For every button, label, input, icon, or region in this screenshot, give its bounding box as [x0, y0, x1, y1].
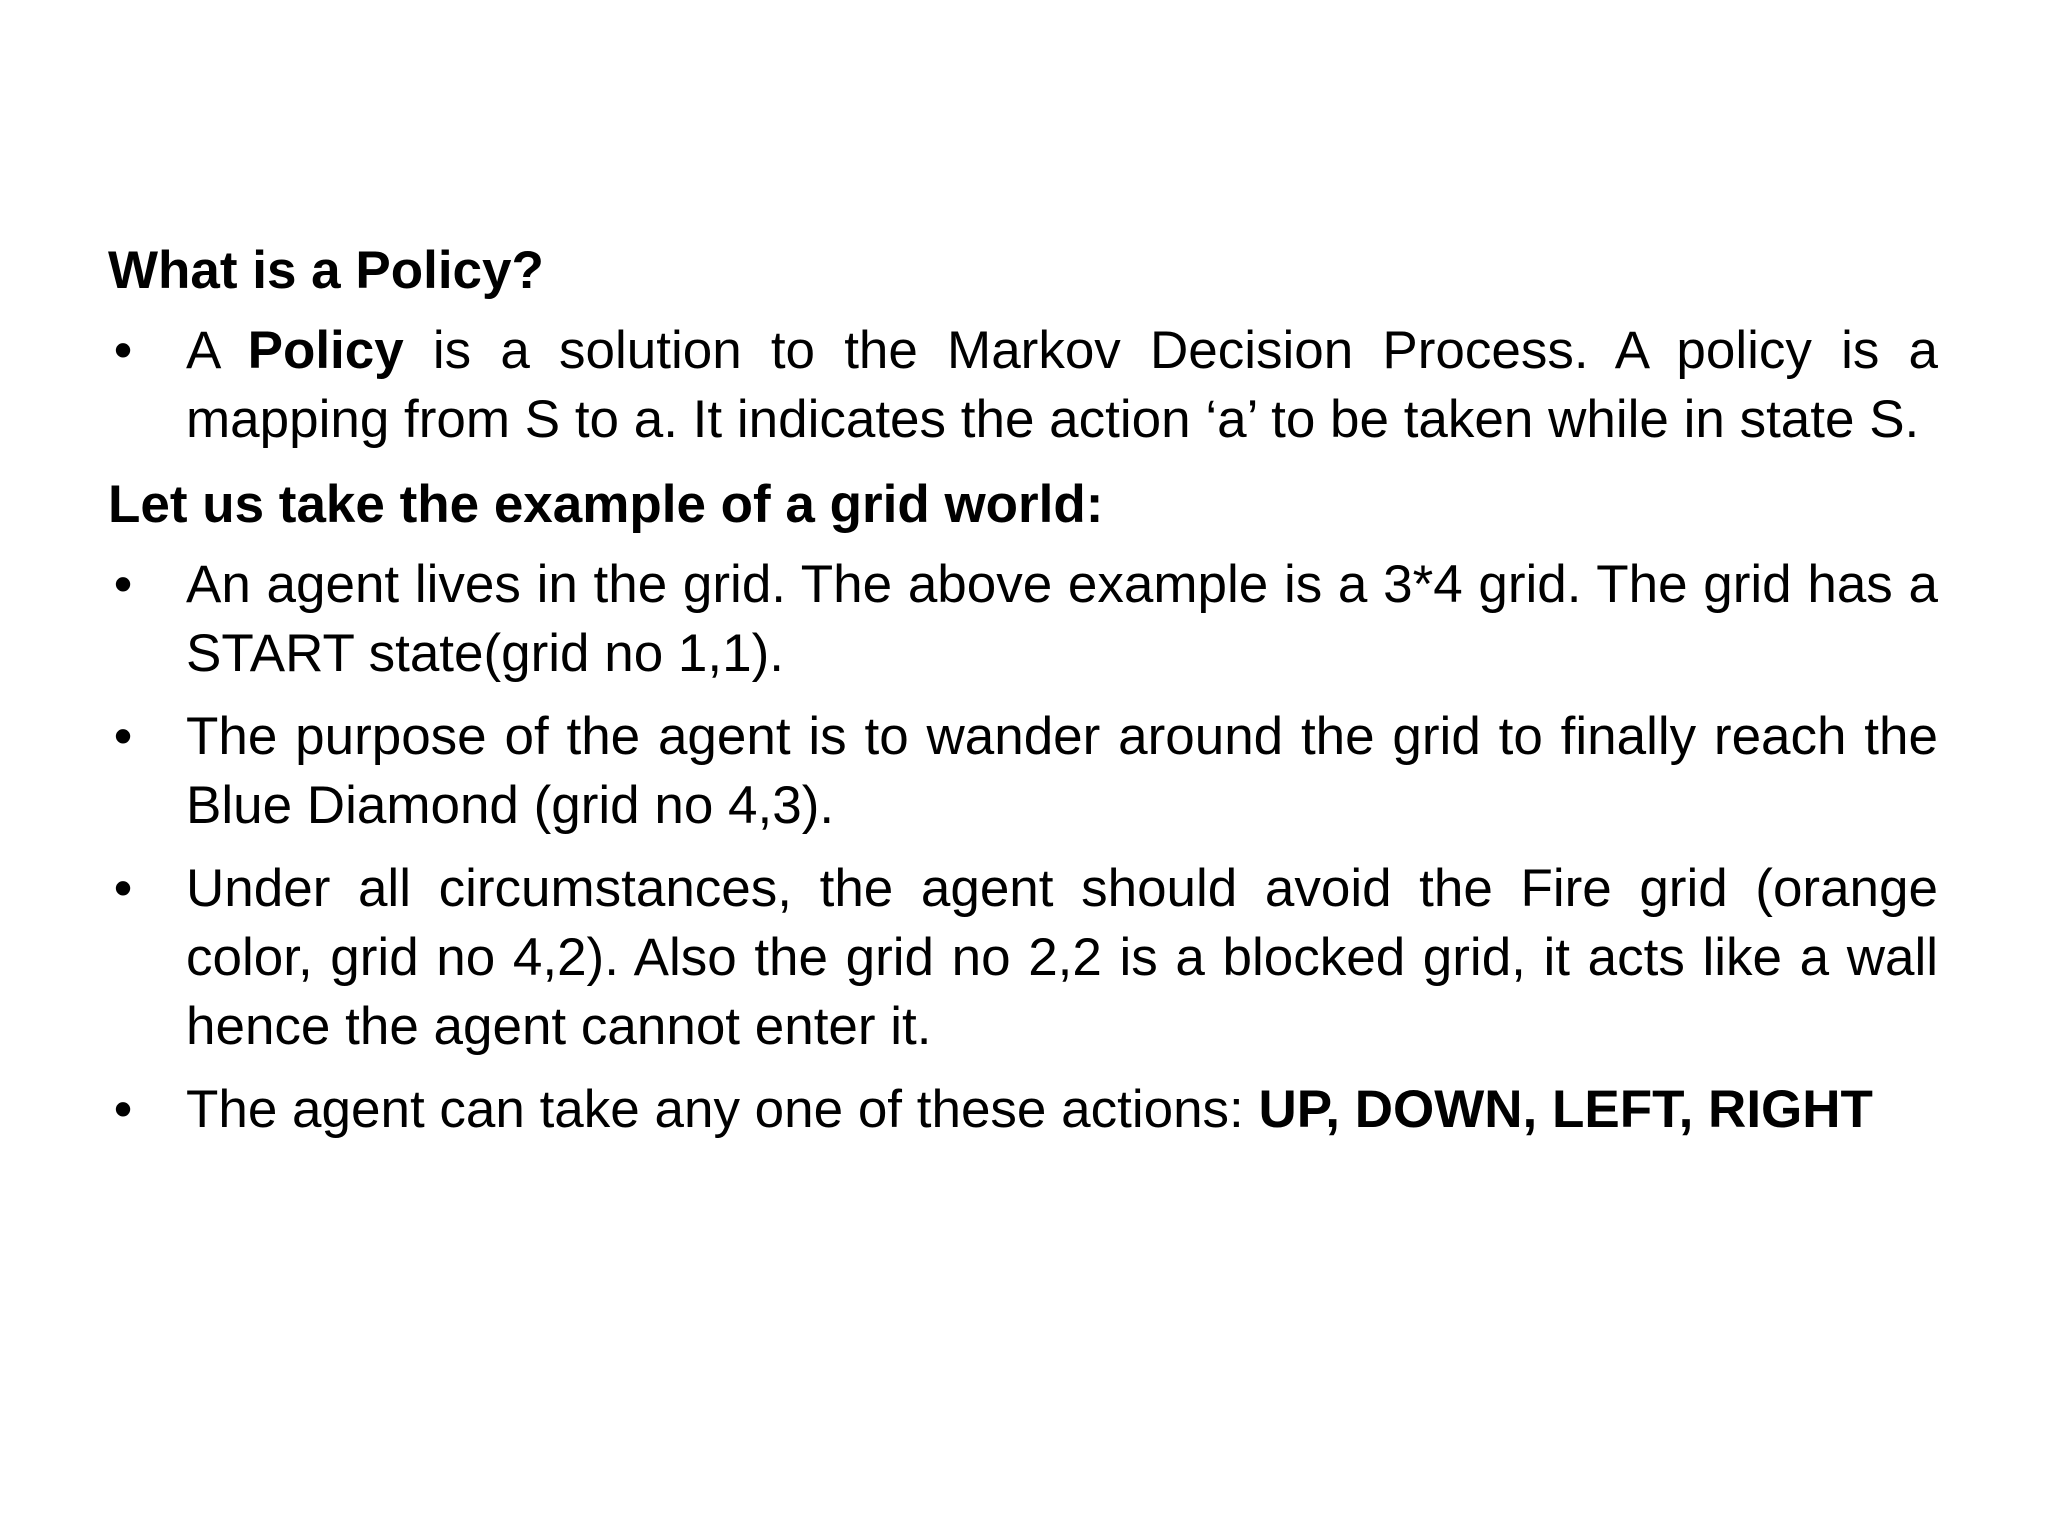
policy-prefix: A [186, 321, 248, 380]
grid-world-bullet-list [108, 550, 1938, 1144]
policy-definition-item [108, 316, 1938, 454]
grid-bullet-text: The purpose of the agent is to wander around the grid to finally reach the Blue Diamond (grid no 4,3). [186, 707, 1938, 835]
list-item [108, 854, 1938, 1061]
actions-list: UP, DOWN, LEFT, RIGHT [1258, 1080, 1873, 1139]
bullet-icon: • [113, 707, 133, 766]
actions-prefix: The agent can take any one of these actions: [186, 1080, 1259, 1139]
slide-content [108, 236, 1938, 1158]
policy-text: is a solution to the Markov Decision Process. A policy is a mapping from S to a. It indicates the action ‘a’ to be taken while in state S. [186, 321, 1938, 449]
actions-item [108, 1075, 1938, 1144]
bullet-icon: • [113, 859, 133, 918]
bullet-icon: • [113, 555, 133, 614]
policy-term: Policy [247, 321, 404, 380]
grid-bullet-text: Under all circumstances, the agent should avoid the Fire grid (orange color, grid no 4,2). Also the grid no 2,2 is a blocked grid, it acts like a wall hence the agent cannot enter it. [186, 859, 1938, 1056]
policy-heading: What is a Policy? [108, 241, 544, 300]
grid-world-heading: Let us take the example of a grid world: [108, 475, 1104, 534]
list-item [108, 550, 1938, 688]
bullet-icon: • [113, 1080, 133, 1139]
list-item [108, 702, 1938, 840]
policy-bullet-list [108, 316, 1938, 454]
bullet-icon: • [113, 321, 133, 380]
grid-bullet-text: An agent lives in the grid. The above example is a 3*4 grid. The grid has a START state(grid no 1,1). [186, 555, 1938, 683]
